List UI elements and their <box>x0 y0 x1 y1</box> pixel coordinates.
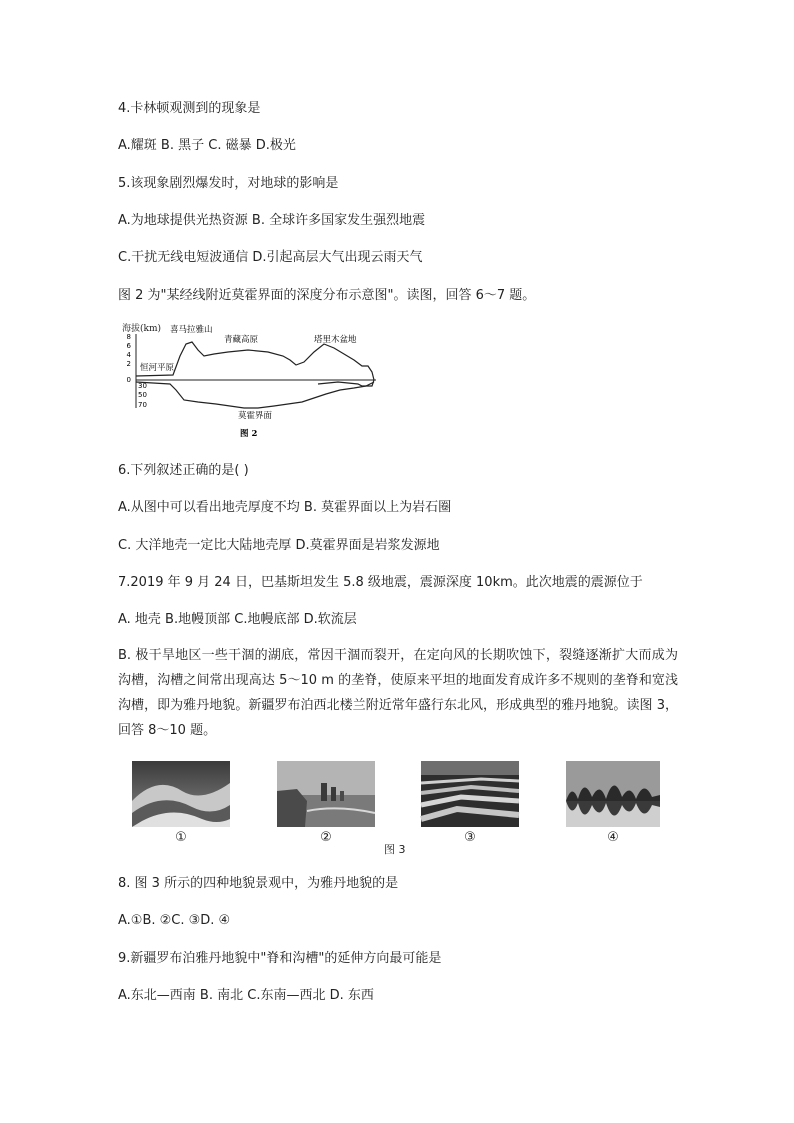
q6-options-2: C. 大洋地壳一定比大陆地壳厚 D.莫霍界面是岩浆发源地 <box>118 538 440 553</box>
q6-stem: 6.下列叙述正确的是( ) <box>118 463 249 478</box>
photo-3-label: ③ <box>464 830 476 845</box>
q9-options: A.东北—西南 B. 南北 C.东南—西北 D. 东西 <box>118 988 374 1003</box>
fig2-tick-4: 4 <box>126 351 131 359</box>
fig2-caption: 图 2 <box>240 429 258 439</box>
fig2-tick-30: 30 <box>138 382 147 390</box>
fig2-tick-8: 8 <box>126 333 131 341</box>
photo-1-label: ① <box>175 830 187 845</box>
q5-stem: 5.该现象剧烈爆发时，对地球的影响是 <box>118 176 339 191</box>
fig2-label-tibet: 青藏高原 <box>224 335 259 345</box>
fig2-label-tarim: 塔里木盆地 <box>314 335 357 345</box>
photo-2-label: ② <box>320 830 332 845</box>
fig2-moho-line <box>136 382 374 408</box>
photo-3-yardang <box>421 761 519 827</box>
fig2-tick-0: 0 <box>126 376 131 384</box>
fig2-tick-50: 50 <box>138 391 147 399</box>
photo-1-sand-dunes <box>132 761 230 827</box>
figure-2-moho-profile <box>118 316 386 444</box>
q7-options: A. 地壳 B.地幔顶部 C.地幔底部 D.软流层 <box>118 612 357 627</box>
fig2-label-moho: 莫霍界面 <box>238 411 273 421</box>
photo-4-karst-reflection <box>566 761 660 827</box>
fig2-tick-6: 6 <box>126 342 131 350</box>
fig2-intro: 图 2 为"某经线附近莫霍界面的深度分布示意图"。读图，回答 6～7 题。 <box>118 288 536 303</box>
q8-options: A.①B. ②C. ③D. ④ <box>118 913 231 928</box>
photo-2-sea-stacks <box>277 761 375 827</box>
fig3-caption-cut: 图 3 <box>384 843 406 856</box>
q8-stem: 8. 图 3 所示的四种地貌景观中，为雅丹地貌的是 <box>118 876 399 891</box>
q4-stem: 4.卡林顿观测到的现象是 <box>118 101 261 116</box>
fig2-tick-2: 2 <box>126 360 131 368</box>
q5-options-1: A.为地球提供光热资源 B. 全球许多国家发生强烈地震 <box>118 213 426 228</box>
photo-4-label: ④ <box>607 830 619 845</box>
fig2-label-ganges: 恒河平原 <box>140 363 175 373</box>
q4-options: A.耀斑 B. 黑子 C. 磁暴 D.极光 <box>118 138 296 153</box>
fig2-axis-title: 海拔(km) <box>122 324 162 334</box>
q9-stem: 9.新疆罗布泊雅丹地貌中"脊和沟槽"的延伸方向最可能是 <box>118 951 442 966</box>
fig2-tick-70: 70 <box>138 401 147 409</box>
q6-options-1: A.从图中可以看出地壳厚度不均 B. 莫霍界面以上为岩石圈 <box>118 500 452 515</box>
q5-options-2: C.干扰无线电短波通信 D.引起高层大气出现云雨天气 <box>118 250 423 265</box>
yardang-passage: B. 极干旱地区一些干涸的湖底，常因干涸而裂开，在定向风的长期吹蚀下，裂缝逐渐扩大而成为沟槽，沟槽之间常出现高达 5～10 m 的垄脊，使原来平坦的地面发育成许多不规则的垄脊和宽浅沟槽，即为雅丹地貌。新疆罗布泊西北楼兰附近常年盛行东北风，形成典型的雅丹地貌。读图 3，回答 8～10 题。 <box>118 648 678 738</box>
q7-stem: 7.2019 年 9 月 24 日，巴基斯坦发生 5.8 级地震，震源深度 10km。此次地震的震源位于 <box>118 575 643 590</box>
fig2-label-himalaya: 喜马拉雅山 <box>170 325 213 335</box>
